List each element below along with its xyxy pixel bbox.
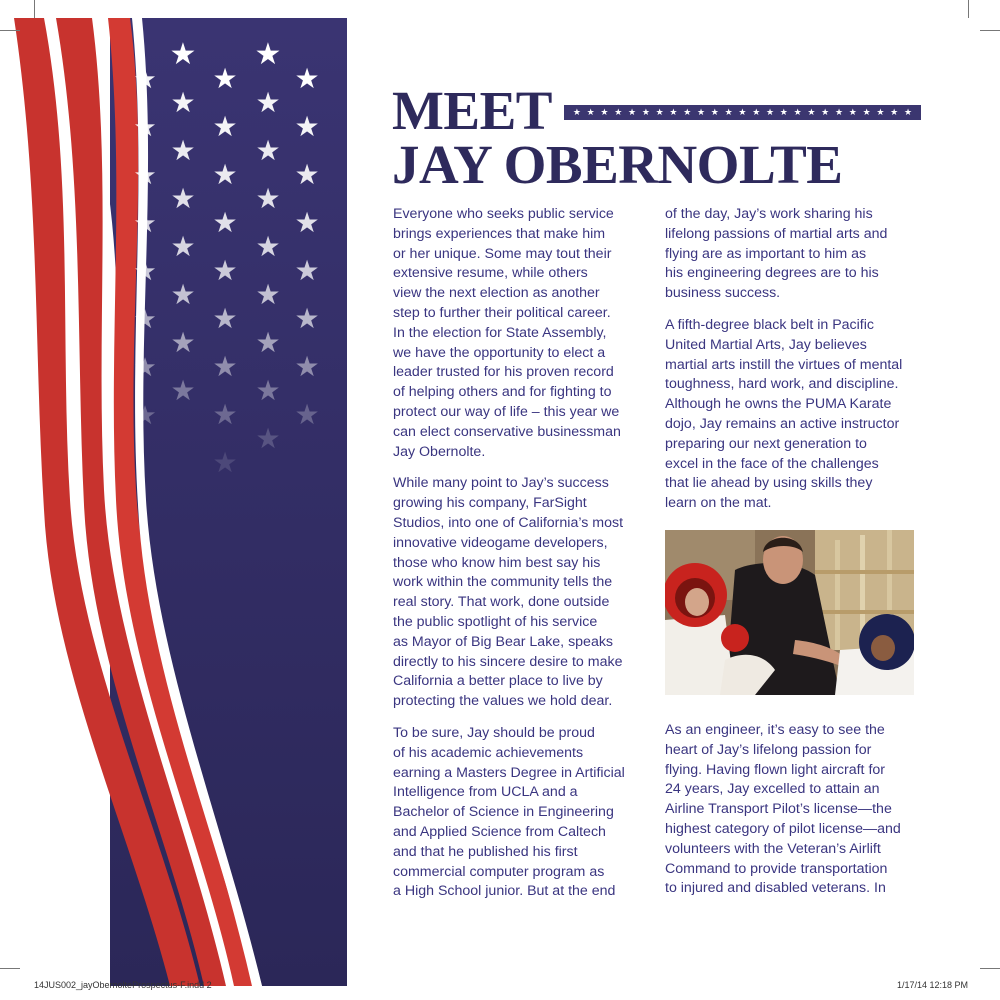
svg-text:★: ★ bbox=[170, 87, 196, 118]
title-line-2: JAY OBERNOLTE bbox=[392, 134, 843, 195]
svg-text:★: ★ bbox=[255, 423, 281, 454]
star-icon: ★ bbox=[779, 106, 788, 117]
paragraph: Everyone who seeks public service brings experiences that make him or her unique. Some may tout their extensive resume, while others view the next election as another step to further their political career. In the election for State Assembly, we have the opportunity to elect a leader trusted for his proven record of helping others and for fighting to protect our way of life – this year we can elect conservative businessman Jay Obernolte. bbox=[393, 206, 621, 460]
title-line-1: MEET bbox=[392, 80, 552, 141]
svg-text:★: ★ bbox=[255, 327, 281, 358]
svg-text:★: ★ bbox=[294, 111, 320, 142]
svg-text:★: ★ bbox=[212, 399, 238, 430]
star-icon: ★ bbox=[683, 106, 692, 117]
svg-text:★: ★ bbox=[255, 135, 281, 166]
paragraph: To be sure, Jay should be proud of his academic achievements earning a Masters Degree in Artificial Intelligence from UCLA and a Bachelor of Science in Engineering and Applied Science from Caltech and that he published his first commercial computer program as a High School junior. But at the end bbox=[393, 724, 625, 900]
svg-text:★: ★ bbox=[169, 38, 197, 71]
crop-mark bbox=[980, 968, 1000, 969]
star-icon: ★ bbox=[724, 106, 733, 117]
svg-text:★: ★ bbox=[254, 38, 282, 71]
paragraph: of the day, Jay’s work sharing his lifelong passions of martial arts and flying are as important to him as his engineering degrees are to his business success. bbox=[665, 206, 888, 302]
article-column-right-top bbox=[665, 205, 925, 526]
svg-text:★: ★ bbox=[212, 207, 238, 238]
svg-text:★: ★ bbox=[255, 87, 281, 118]
svg-text:★: ★ bbox=[255, 375, 281, 406]
star-icon: ★ bbox=[862, 106, 871, 117]
star-icon: ★ bbox=[641, 106, 650, 117]
star-icon: ★ bbox=[738, 106, 747, 117]
star-icon: ★ bbox=[903, 106, 913, 117]
svg-text:★: ★ bbox=[133, 208, 157, 238]
star-icon: ★ bbox=[752, 106, 761, 117]
svg-text:★: ★ bbox=[212, 63, 238, 94]
star-icon: ★ bbox=[655, 106, 664, 117]
svg-text:★: ★ bbox=[294, 207, 320, 238]
svg-text:★: ★ bbox=[133, 400, 157, 430]
paragraph: While many point to Jay’s success growing his company, FarSight Studios, into one of California’s most innovative videogame developers, those who know him best say his work within the community tells the real story. That work, done outside the public spotlight of his service as Mayor of Big Bear Lake, speaks directly to his sincere desire to make California a better place to live by protecting the values we hold dear. bbox=[393, 475, 624, 710]
star-icon: ★ bbox=[586, 106, 595, 117]
svg-text:★: ★ bbox=[170, 183, 196, 214]
print-timestamp: 1/17/14 12:18 PM bbox=[896, 980, 968, 990]
flag-graphic bbox=[0, 0, 350, 1000]
file-slug: 14JUS002_jayObernolteProspectus-F.indd 2 bbox=[34, 980, 212, 990]
article-column-right-bottom bbox=[665, 721, 925, 911]
crop-mark bbox=[0, 968, 20, 969]
star-icon: ★ bbox=[765, 106, 775, 117]
karate-class-photo bbox=[665, 530, 914, 695]
svg-text:★: ★ bbox=[255, 279, 281, 310]
svg-text:★: ★ bbox=[170, 279, 196, 310]
crop-mark bbox=[0, 30, 20, 31]
svg-text:★: ★ bbox=[294, 303, 320, 334]
star-icon: ★ bbox=[793, 106, 802, 117]
svg-text:★: ★ bbox=[212, 303, 238, 334]
svg-text:★: ★ bbox=[170, 231, 196, 262]
svg-text:★: ★ bbox=[294, 63, 320, 94]
svg-text:★: ★ bbox=[212, 351, 238, 382]
svg-text:★: ★ bbox=[212, 447, 238, 478]
star-icon: ★ bbox=[821, 106, 830, 117]
svg-text:★: ★ bbox=[170, 135, 196, 166]
svg-text:★: ★ bbox=[133, 352, 157, 382]
svg-text:★: ★ bbox=[170, 375, 196, 406]
svg-text:★: ★ bbox=[170, 327, 196, 358]
svg-text:★: ★ bbox=[255, 183, 281, 214]
svg-text:★: ★ bbox=[133, 304, 157, 334]
article-column-left bbox=[393, 205, 658, 914]
crop-mark bbox=[34, 0, 35, 18]
crop-mark bbox=[980, 30, 1000, 31]
star-icon: ★ bbox=[848, 106, 857, 117]
svg-text:★: ★ bbox=[133, 64, 157, 94]
svg-text:★: ★ bbox=[133, 160, 157, 190]
star-icon: ★ bbox=[807, 106, 816, 117]
svg-text:★: ★ bbox=[255, 231, 281, 262]
star-icon: ★ bbox=[572, 106, 581, 117]
svg-text:★: ★ bbox=[294, 351, 320, 382]
star-icon: ★ bbox=[600, 106, 609, 117]
svg-text:★: ★ bbox=[294, 255, 320, 286]
star-icon: ★ bbox=[876, 106, 885, 117]
star-icon: ★ bbox=[890, 106, 899, 117]
svg-text:★: ★ bbox=[212, 111, 238, 142]
paragraph: A fifth-degree black belt in Pacific United Martial Arts, Jay believes martial arts instill the virtues of mental toughness, hard work, and discipline. Although he owns the PUMA Karate dojo, Jay remains an active instructor preparing our next generation to excel in the face of the challenges that lie ahead by using skills they learn on the mat. bbox=[665, 316, 903, 512]
svg-text:★: ★ bbox=[133, 112, 157, 142]
svg-text:★: ★ bbox=[294, 399, 320, 430]
svg-text:★: ★ bbox=[212, 159, 238, 190]
svg-text:★: ★ bbox=[212, 255, 238, 286]
svg-text:★: ★ bbox=[294, 159, 320, 190]
star-icon: ★ bbox=[614, 106, 623, 117]
star-banner bbox=[564, 105, 921, 120]
star-icon: ★ bbox=[710, 106, 719, 117]
star-icon: ★ bbox=[669, 106, 678, 117]
star-icon: ★ bbox=[834, 106, 844, 117]
star-icon: ★ bbox=[628, 106, 637, 117]
paragraph: As an engineer, it’s easy to see the heart of Jay’s lifelong passion for flying. Having flown light aircraft for 24 years, Jay excelled to attain an Airline Transport Pilot’s license—the highest category of pilot license—and volunteers with the Veteran’s Airlift Command to provide transportation to injured and disabled veterans. In bbox=[665, 722, 901, 897]
crop-mark bbox=[968, 0, 969, 18]
star-icon: ★ bbox=[697, 106, 706, 117]
svg-text:★: ★ bbox=[133, 256, 157, 286]
page-title bbox=[392, 80, 932, 195]
